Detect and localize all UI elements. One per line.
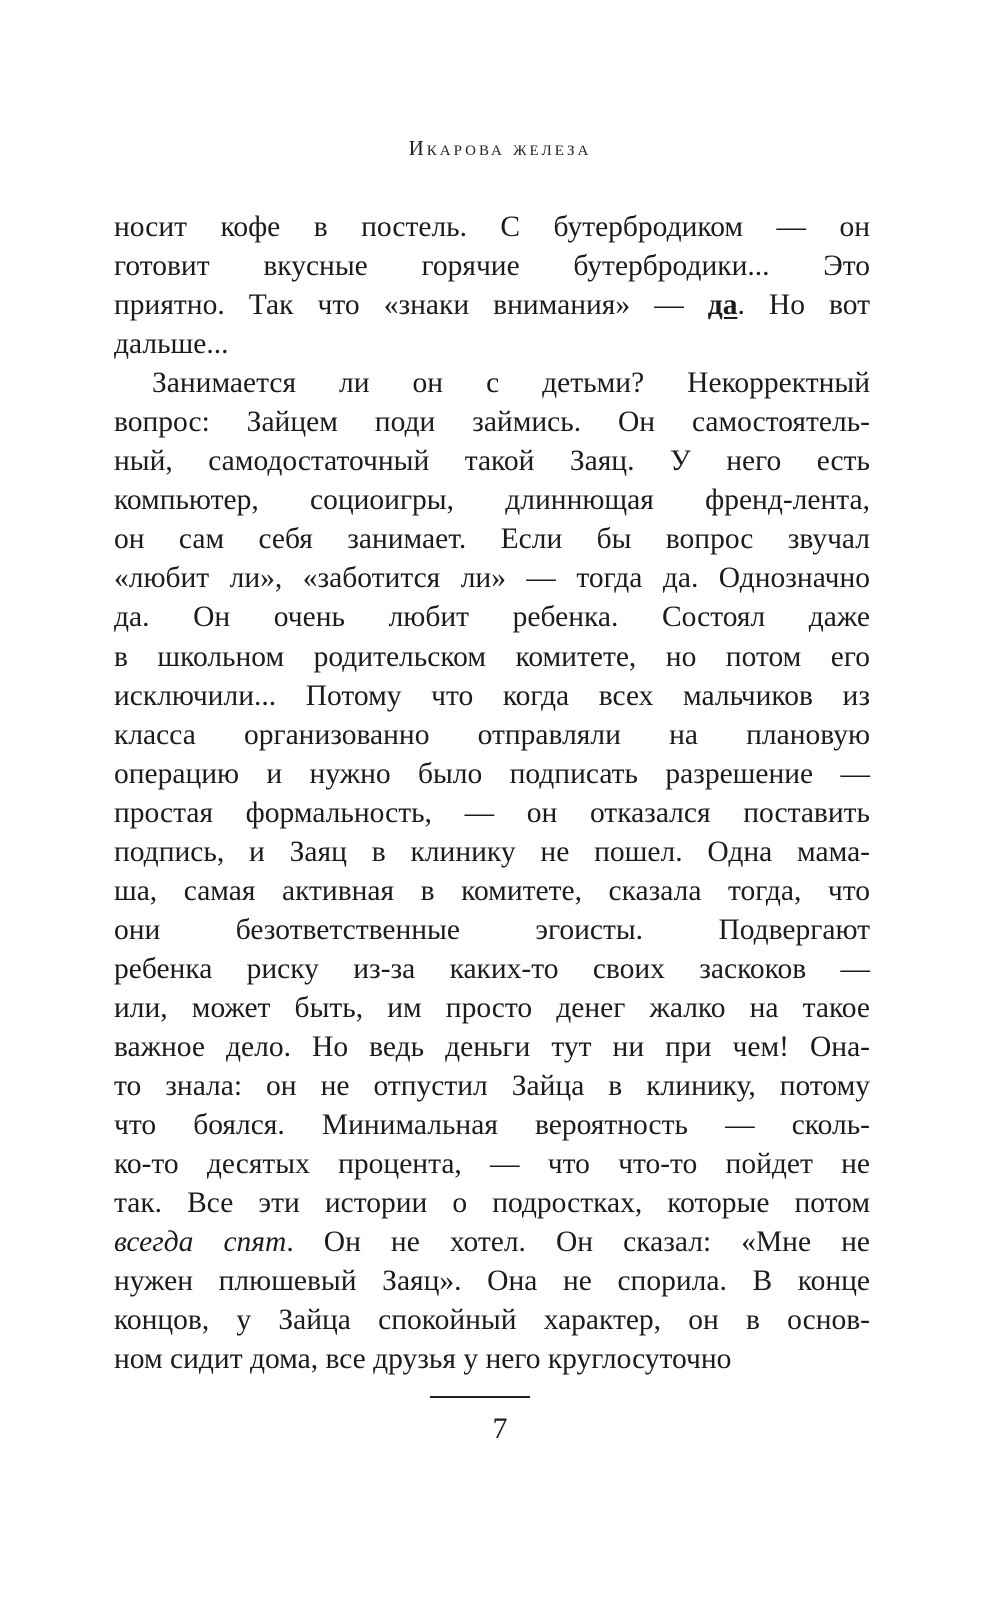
text-line: ша, самая активная в комитете, сказала тогда, что — [114, 874, 870, 907]
text-line: да. Он очень любит ребенка. Состоял даже — [114, 601, 870, 634]
footer-rule — [430, 1396, 530, 1398]
text-line: концов, у Зайца спокойный характер, он в основ- — [114, 1304, 870, 1337]
text-line: то знала: он не отпустил Зайца в клинику, потому — [114, 1070, 870, 1103]
text-line: простая формальность, — он отказался поставить — [114, 796, 870, 829]
text-line — [114, 1223, 870, 1262]
text-line: носит кофе в постель. С бутербродиком — он — [114, 211, 870, 243]
text-line: «любит ли», «заботится ли» — тогда да. Однозначно — [114, 562, 870, 595]
text-line: ребенка риску из-за каких-то своих заскоков — — [114, 952, 870, 985]
body-text — [114, 208, 870, 1379]
text-line: класса организованно отправляли на плановую — [114, 718, 870, 751]
text-line — [114, 286, 870, 325]
text-segment: . Он не хотел. Он сказал: «Мне не — [286, 1226, 870, 1259]
text-line: нужен плюшевый Заяц». Она не спорила. В конце — [114, 1265, 870, 1298]
text-line: готовит вкусные горячие бутербродики... Это — [114, 250, 870, 283]
text-line: дальше... — [114, 328, 229, 361]
text-line: что боялся. Минимальная вероятность — сколь- — [114, 1109, 870, 1142]
emphasis-underlined: да — [707, 289, 738, 322]
text-line: компьютер, социоигры, длиннющая френд-лента, — [114, 484, 870, 517]
paragraph-first-line: Занимается ли он с детьми? Некорректный — [152, 367, 870, 400]
text-line: вопрос: Зайцем поди займись. Он самостоятель- — [114, 406, 870, 439]
text-segment: . Но вот — [737, 289, 870, 322]
page-number: 7 — [492, 1412, 508, 1445]
text-line: они безответственные эгоисты. Подвергают — [114, 913, 870, 946]
text-line: операцию и нужно было подписать разрешение — — [114, 757, 870, 790]
text-line: исключили... Потому что когда всех мальчиков из — [114, 679, 870, 712]
emphasis-italic: всегда спят — [114, 1226, 287, 1259]
text-line: подпись, и Заяц в клинику не пошел. Одна мама- — [114, 835, 870, 868]
text-line: так. Все эти истории о подростках, которые потом — [114, 1187, 870, 1220]
text-line: или, может быть, им просто денег жалко на такое — [114, 991, 870, 1024]
text-line: ный, самодостаточный такой Заяц. У него есть — [114, 445, 870, 478]
text-line: ном сидит дома, все друзья у него круглосуточно — [114, 1343, 732, 1376]
running-head: Икарова железа — [408, 136, 592, 160]
text-line: в школьном родительском комитете, но потом его — [114, 640, 870, 673]
text-line: ко-то десятых процента, — что что-то пойдет не — [114, 1148, 870, 1181]
text-line: важное дело. Но ведь деньги тут ни при чем! Она- — [114, 1030, 870, 1063]
text-line: он сам себя занимает. Если бы вопрос звучал — [114, 523, 870, 556]
text-segment: приятно. Так что «знаки внимания» — — [114, 289, 708, 322]
